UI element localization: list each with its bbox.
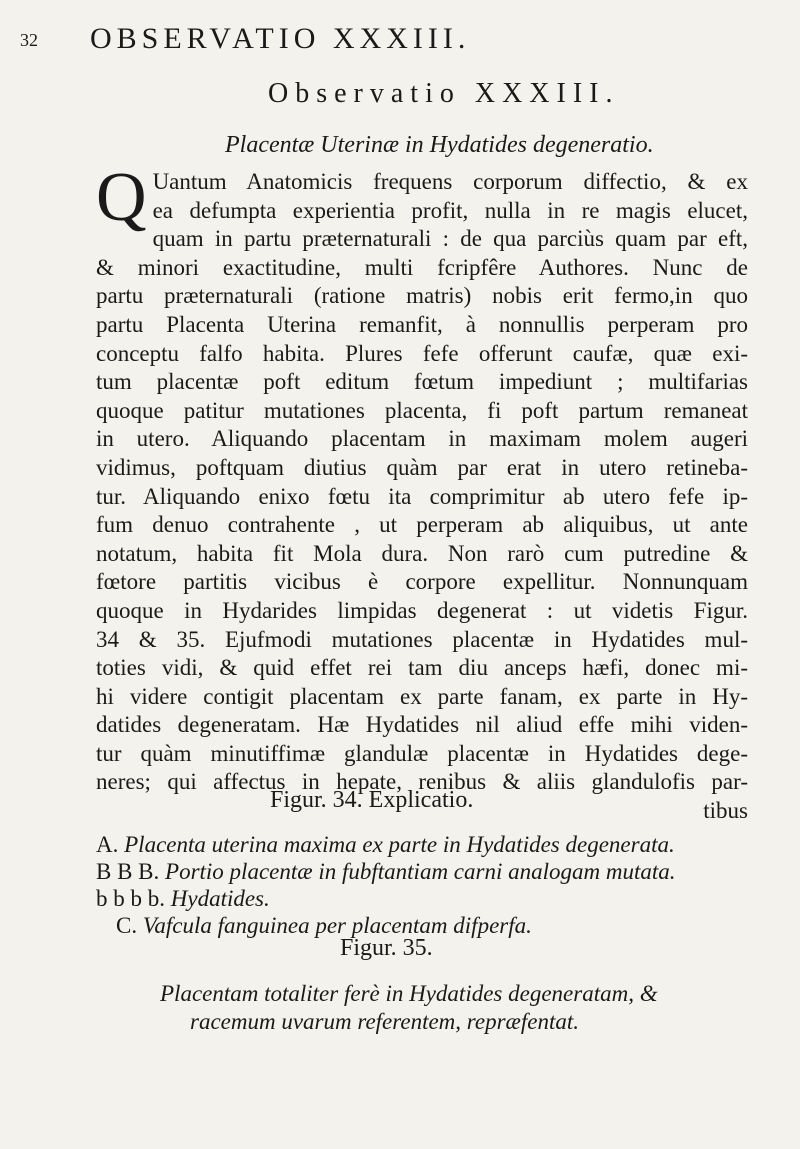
figure-35-line: Placentam totaliter ferè in Hydatides degeneratam, & bbox=[160, 981, 658, 1006]
legend-key: A. bbox=[96, 832, 119, 857]
legend-text: Vafcula fanguinea per placentam difperfa. bbox=[142, 913, 532, 938]
legend-key: B B B. bbox=[96, 859, 160, 884]
body-line: tum placentæ poft editum fœtum impediunt ; multifarias bbox=[96, 369, 748, 395]
figure-35-heading: Figur. 35. bbox=[340, 935, 433, 961]
observation-subtitle: Placentæ Uterinæ in Hydatides degeneratio. bbox=[225, 132, 654, 158]
body-line: partu præternaturali (ratione matris) nobis erit fermo,in quo bbox=[96, 283, 748, 309]
body-line: quoque patitur mutationes placenta, fi poft partum remaneat bbox=[96, 397, 748, 423]
legend-item bbox=[96, 859, 756, 886]
body-line: fœtore partitis vicibus è corpore expellitur. Nonnunquam bbox=[96, 569, 748, 595]
body-line: vidimus, poftquam diutius quàm par erat in utero retineba- bbox=[96, 454, 748, 480]
legend-text: Hydatides. bbox=[170, 886, 270, 911]
body-line: datides degeneratam. Hæ Hydatides nil aliud effe mihi viden- bbox=[96, 712, 748, 738]
legend-text: Placenta uterina maxima ex parte in Hydatides degenerata. bbox=[124, 832, 675, 857]
body-line: tur quàm minutiffimæ glandulæ placentæ in Hydatides dege- bbox=[96, 740, 748, 766]
body-line: quam in partu præternaturali : de qua parciùs quam par eft, bbox=[152, 226, 748, 252]
body-line: & minori exactitudine, multi fcripfêre Authores. Nunc de bbox=[96, 254, 748, 280]
body-line: in utero. Aliquando placentam in maximam molem augeri bbox=[96, 426, 748, 452]
body-line: ea defumpta experientia profit, nulla in re magis elucet, bbox=[152, 197, 748, 223]
body-line: tur. Aliquando enixo fœtu ita comprimitur ab utero fefe ip- bbox=[96, 483, 748, 509]
legend-item bbox=[96, 832, 756, 859]
body-line: 34 & 35. Ejufmodi mutationes placentæ in Hydatides mul- bbox=[96, 626, 748, 652]
figure-34-legend bbox=[96, 832, 756, 940]
body-line: neres; qui affectus in hepate, renibus & aliis glandulofis par- bbox=[96, 769, 748, 795]
body-line: toties vidi, & quid effet rei tam diu anceps hæfi, donec mi- bbox=[96, 655, 748, 681]
page-number: 32 bbox=[20, 30, 38, 50]
body-line: quoque in Hydarides limpidas degenerat : ut videtis Figur. bbox=[96, 597, 748, 623]
body-line: partu Placenta Uterina remanfit, à nonnullis perperam pro bbox=[96, 311, 748, 337]
figure-34-heading: Figur. 34. Explicatio. bbox=[270, 787, 474, 813]
body-line: tibus bbox=[703, 798, 748, 824]
body-line: conceptu falfo habita. Plures fefe offerunt caufæ, quæ exi- bbox=[96, 340, 748, 366]
body-line: fum denuo contrahente , ut perperam ab aliquibus, ut ante bbox=[96, 512, 748, 538]
drop-cap: Q bbox=[96, 159, 147, 236]
body-line: Uantum Anatomicis frequens corporum diffectio, & ex bbox=[152, 169, 748, 194]
figure-35-line: racemum uvarum referentem, repræfentat. bbox=[190, 1009, 580, 1034]
legend-item bbox=[96, 886, 756, 913]
body-line: hi videre contigit placentam ex parte fanam, ex parte in Hy- bbox=[96, 683, 748, 709]
legend-key: C. bbox=[116, 913, 138, 938]
body-line: notatum, habita fit Mola dura. Non rarò cum putredine & bbox=[96, 540, 748, 566]
body-paragraph bbox=[96, 159, 748, 826]
legend-text: Portio placentæ in fubftantiam carni analogam mutata. bbox=[165, 859, 676, 884]
running-head: OBSERVATIO XXXIII. bbox=[90, 22, 471, 55]
observation-title: Observatio XXXIII. bbox=[268, 78, 620, 109]
legend-key: b b b b. bbox=[96, 886, 165, 911]
figure-35-description bbox=[160, 980, 720, 1036]
